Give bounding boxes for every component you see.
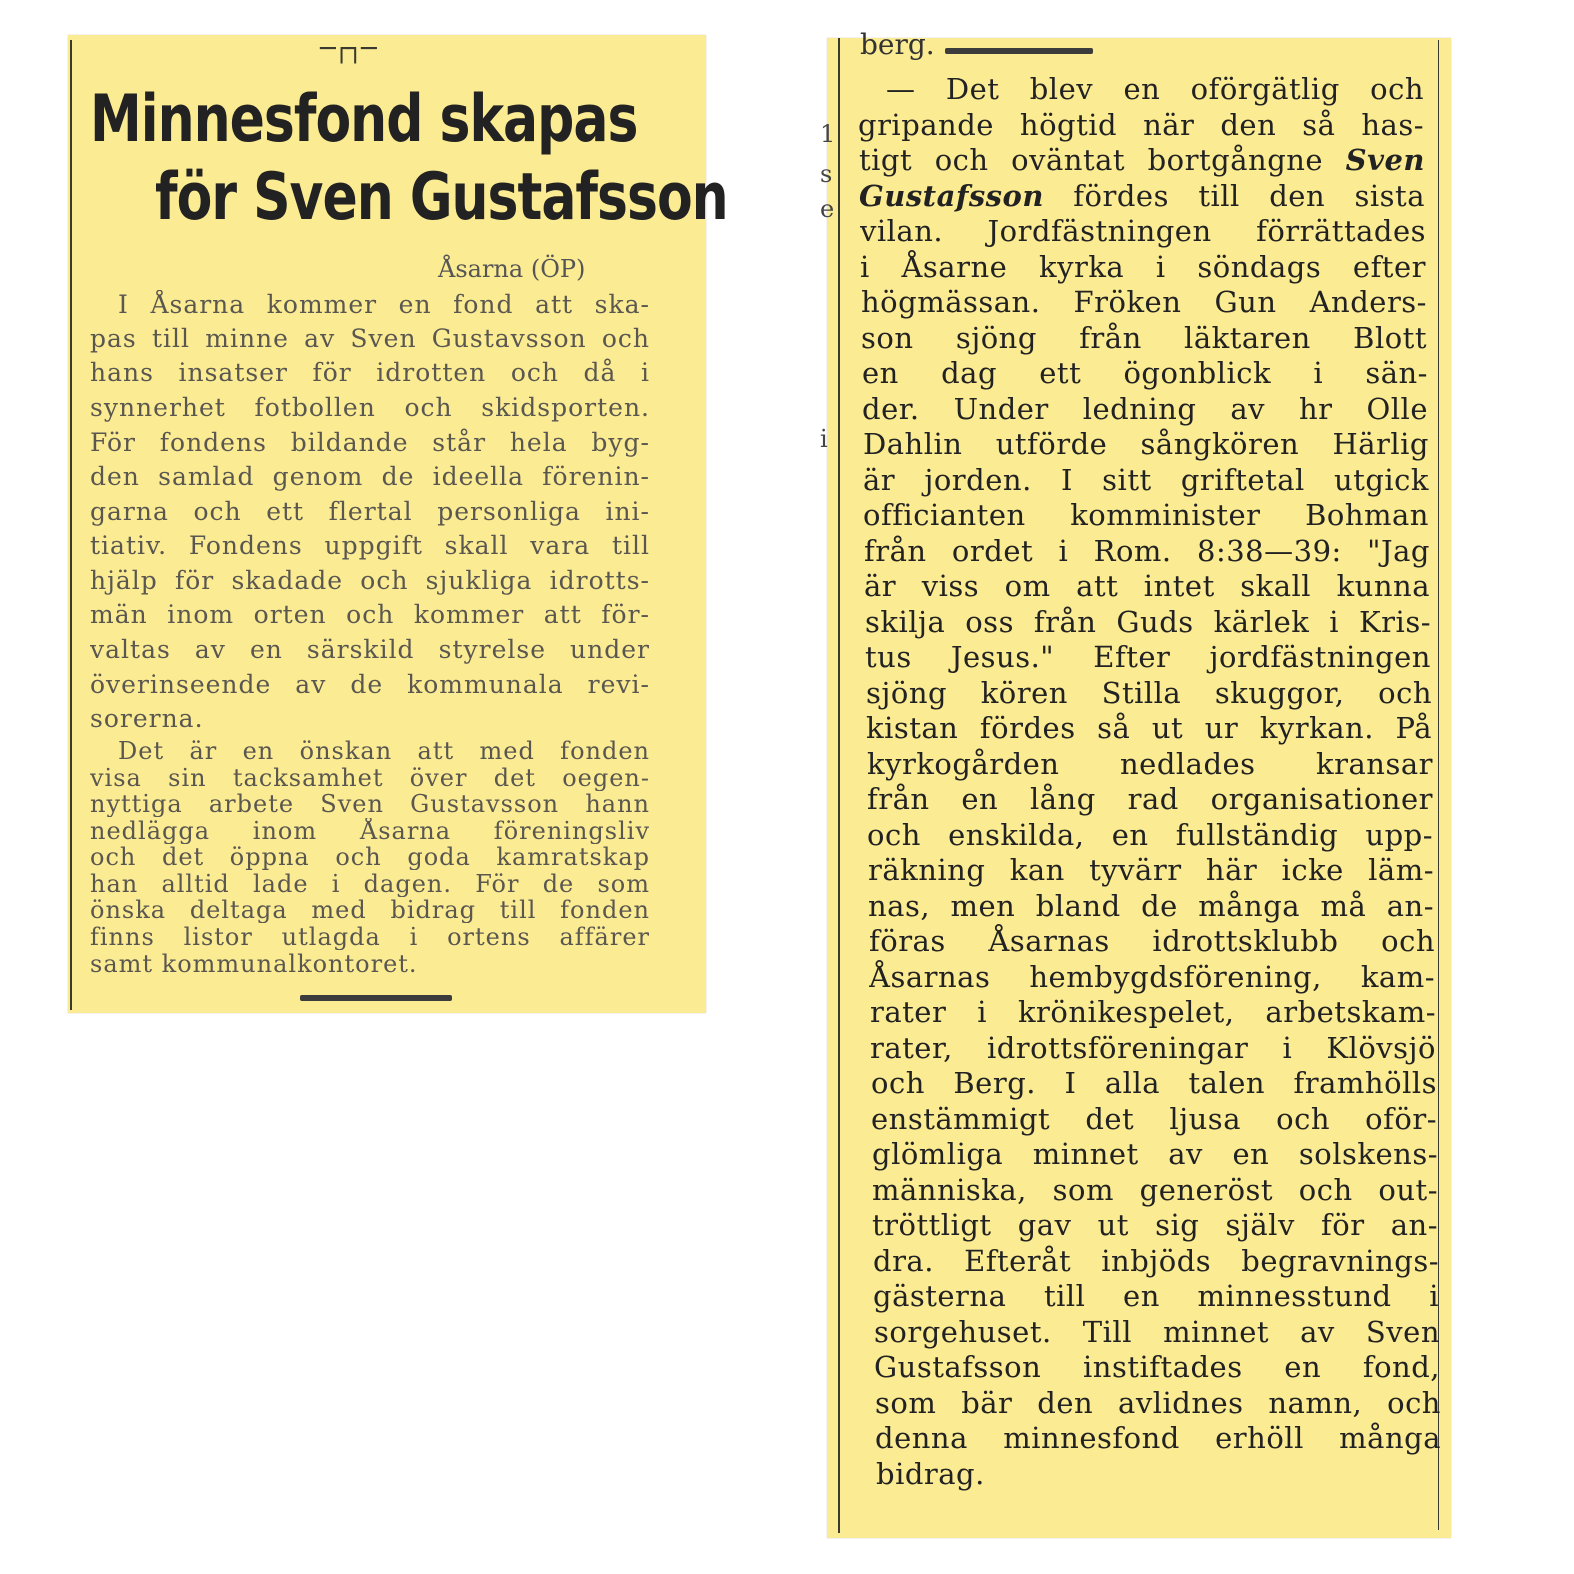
right-article-line: sjöng kören Stilla skuggor, och xyxy=(866,675,1432,710)
right-article-line: Åsarnas hembygdsförening, kam- xyxy=(869,959,1435,994)
left-article-line: hjälp för skadade och sjukliga idrotts- xyxy=(90,566,650,595)
right-article-line: är viss om att intet skall kunna xyxy=(864,569,1430,603)
right-article-line: bidrag. xyxy=(876,1456,985,1491)
right-article-line: är jorden. I sitt griftetal utgick xyxy=(863,462,1429,497)
right-clipping-left-rule xyxy=(838,38,840,1533)
right-article-line: högmässan. Fröken Gun Anders- xyxy=(861,285,1427,319)
right-article-line: och enskilda, en fullständig upp- xyxy=(867,817,1433,852)
margin-fragment: e xyxy=(820,195,835,223)
right-article-line: vilan. Jordfästningen förrättades xyxy=(860,214,1426,248)
left-bottom-rule xyxy=(300,995,452,1001)
left-article-line: överinseende av de kommunala revi- xyxy=(90,670,650,699)
left-article-line: tiativ. Fondens uppgift skall vara till xyxy=(90,531,650,560)
left-article-line: Det är en önskan att med fonden xyxy=(118,738,650,764)
left-article-line: synnerhet fotbollen och skidsporten. xyxy=(90,393,650,422)
left-article-line: önska deltaga med bidrag till fonden xyxy=(90,897,650,923)
left-article-line: han alltid lade i dagen. För de som xyxy=(90,871,650,897)
right-article-line: kistan fördes så ut ur kyrkan. På xyxy=(866,711,1432,745)
left-article-line: För fondens bildande står hela byg- xyxy=(90,428,650,457)
right-article-line: föras Åsarnas idrottsklubb och xyxy=(869,924,1435,958)
right-article-line: dra. Efteråt inbjöds begravnings- xyxy=(873,1243,1439,1278)
left-article-line: nyttiga arbete Sven Gustavsson hann xyxy=(90,791,650,817)
right-article-line: — Det blev en oförgätlig och xyxy=(886,72,1424,106)
right-article-line: från en lång rad organisationer xyxy=(867,782,1433,816)
right-article-line: en dag ett ögonblick i sän- xyxy=(862,356,1428,390)
italic-name: Gustafsson xyxy=(859,178,1044,213)
right-top-rule xyxy=(945,48,1093,54)
right-article-line: människa, som generöst och out- xyxy=(872,1172,1438,1207)
left-article-line: nedlägga inom Åsarna föreningsliv xyxy=(90,818,650,844)
right-article-line: gripande högtid när den så has- xyxy=(858,107,1424,142)
left-clipping-column-rule xyxy=(70,40,72,1010)
top-fragment: berg. xyxy=(860,28,935,61)
left-article-line: I Åsarna kommer en fond att ska- xyxy=(118,290,650,319)
right-article-line: tröttligt gav ut sig själv för an- xyxy=(872,1208,1438,1242)
left-article-line: samt kommunalkontoret. xyxy=(90,951,418,977)
right-article-line: gästerna till en minnesstund i xyxy=(873,1279,1439,1313)
right-article-line: rater, idrottsföreningar i Klövsjö xyxy=(870,1030,1436,1065)
italic-name: Sven xyxy=(1345,143,1425,177)
margin-fragment: 1 xyxy=(820,120,836,148)
left-article-line: pas till minne av Sven Gustavsson och xyxy=(90,324,650,353)
left-article-line: visa sin tacksamhet över det oegen- xyxy=(90,765,650,791)
margin-fragment: s xyxy=(820,160,833,188)
right-article-line: som bär den avlidnes namn, och xyxy=(875,1385,1441,1420)
left-article-line: den samlad genom de ideella förenin- xyxy=(90,462,650,491)
right-article-line: och Berg. I alla talen framhölls xyxy=(871,1066,1437,1100)
left-article-line: män inom orten och kommer att för- xyxy=(90,600,650,629)
right-article-line: rater i krönikespelet, arbetskam- xyxy=(870,995,1436,1029)
right-article-line: enstämmigt det ljusa och oför- xyxy=(871,1101,1437,1136)
right-article-line: nas, men bland de många må an- xyxy=(868,888,1434,923)
right-article-line: tus Jesus." Efter jordfästningen xyxy=(865,640,1431,674)
left-article-line: garna och ett flertal personliga ini- xyxy=(90,497,650,526)
headline-line-1: Minnesfond skapas xyxy=(90,82,638,157)
left-article-line: valtas av en särskild styrelse under xyxy=(90,635,650,664)
ornament-icon: ─┌┐─ xyxy=(320,34,375,64)
right-article-line: från ordet i Rom. 8:38—39: "Jag xyxy=(864,533,1430,568)
left-article-line: hans insatser för idrotten och då i xyxy=(90,358,650,387)
right-article-line: kyrkogården nedlades kransar xyxy=(867,746,1433,781)
right-article-line: son sjöng från läktaren Blott xyxy=(861,320,1427,355)
right-article-line: skilja oss från Guds kärlek i Kris- xyxy=(865,604,1431,639)
right-article-line: Dahlin utförde sångkören Härlig xyxy=(863,427,1429,461)
right-article-line: Gustafsson instiftades en fond, xyxy=(874,1350,1440,1384)
right-article-line: officianten komminister Bohman xyxy=(863,498,1429,532)
right-article-line: Gustafsson fördes till den sista xyxy=(859,178,1425,213)
right-article-line: denna minnesfond erhöll många xyxy=(875,1421,1441,1455)
right-article-line: tigt och oväntat bortgångne Sven xyxy=(859,143,1425,177)
left-article-line: finns listor utlagda i ortens affärer xyxy=(90,924,650,950)
dateline: Åsarna (ÖP) xyxy=(438,255,586,283)
right-article-line: i Åsarne kyrka i söndags efter xyxy=(860,249,1426,284)
right-article-line: der. Under ledning av hr Olle xyxy=(862,391,1428,426)
right-article-line: räkning kan tyvärr här icke läm- xyxy=(868,853,1434,887)
left-article-line: sorerna. xyxy=(90,704,204,733)
right-article-line: glömliga minnet av en solskens- xyxy=(872,1137,1438,1171)
margin-fragment: i xyxy=(820,425,828,453)
right-article-line: sorgehuset. Till minnet av Sven xyxy=(874,1314,1440,1349)
left-article-line: och det öppna och goda kamratskap xyxy=(90,844,650,870)
headline-line-2: för Sven Gustafsson xyxy=(155,160,728,235)
